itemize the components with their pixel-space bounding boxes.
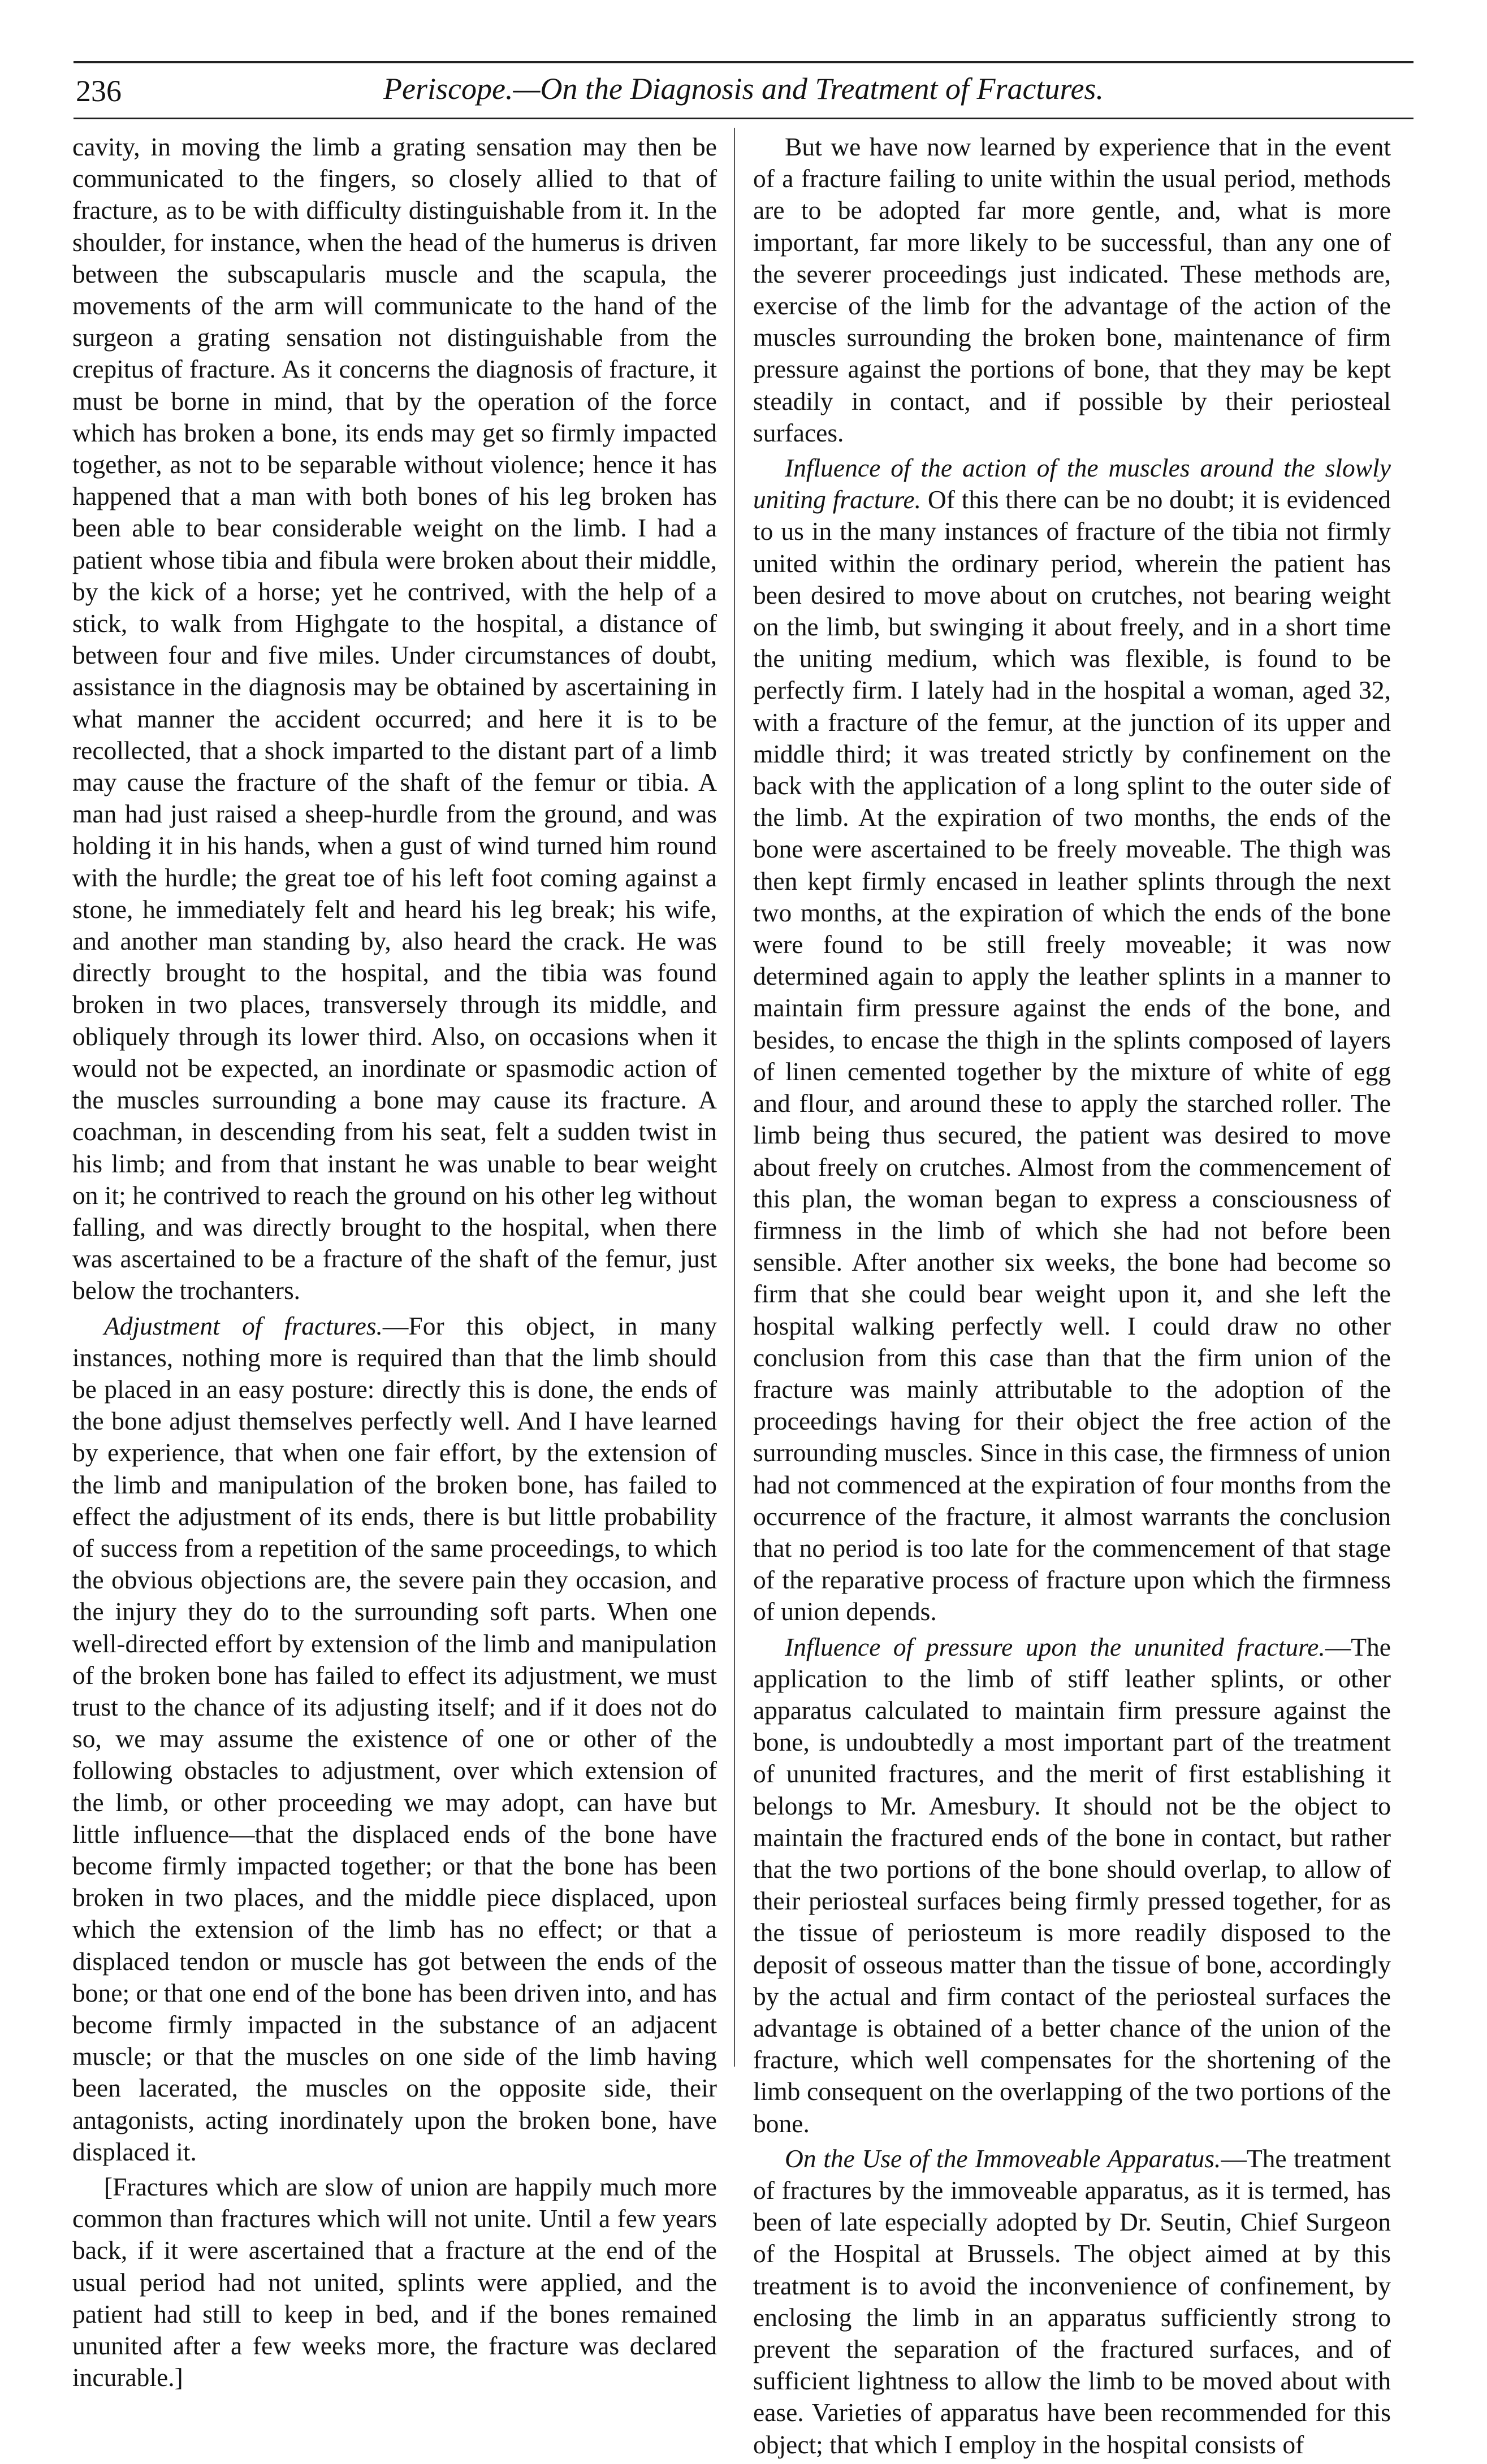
column-divider bbox=[734, 128, 735, 2067]
right-paragraph-3 bbox=[753, 1631, 1391, 2140]
left-paragraph-3-text: [Fractures which are slow of union are happily much more common than fractures which will not unite. Until a few years back, if it were ascertained that a fracture at the end of the usual period had not united, splints were applied, and the patient had still to keep in bed, and if the bones remained ununited after a few weeks more, the fracture was declared incurable.] bbox=[72, 2172, 717, 2392]
right-paragraph-1-text: But we have now learned by experience that in the event of a fracture failing to unite within the usual period, methods are to be adopted far more gentle, and, what is more important, far more likely to be successful, than any one of the severer proceedings just indicated. These methods are, exercise of the limb for the advantage of the action of the muscles surrounding the broken bone, maintenance of firm pressure against the portions of bone, that they may be kept steadily in contact, and if possible by their periosteal surfaces. bbox=[753, 132, 1391, 447]
right-paragraph-3-text: —The application to the limb of stiff leather splints, or other apparatus calculated to maintain firm pressure against the bone, is undoubtedly a most important part of the treatment of ununited fractures, and the merit of first establishing it belongs to Mr. Amesbury. It should not be the object to maintain the fractured ends of the bone in contact, but rather that the two portions of the bone should overlap, to allow of their periosteal surfaces being firmly pressed together, for as the tissue of periosteum is more readily disposed to the deposit of osseous matter than the tissue of bone, accordingly by the actual and firm contact of the periosteal surfaces the advantage is obtained of a better chance of the union of the fracture, which well compensates for the shortening of the limb consequent on the overlapping of the two portions of the bone. bbox=[753, 1632, 1391, 2138]
top-rule bbox=[74, 61, 1413, 63]
page-header bbox=[74, 69, 1413, 114]
right-paragraph-2 bbox=[753, 452, 1391, 1628]
subheading-influence-pressure: Influence of pressure upon the ununited fracture. bbox=[785, 1632, 1325, 1661]
left-paragraph-3 bbox=[72, 2171, 717, 2393]
right-paragraph-4-text: —The treatment of fractures by the immoveable apparatus, as it is termed, has been of late especially adopted by Dr. Seutin, Chief Surgeon of the Hospital at Brussels. The object aimed at by this treatment is to avoid the inconvenience of confinement, by enclosing the limb in an apparatus sufficiently strong to prevent the separation of the fractured surfaces, and of sufficient lightness to allow the limb to be moved about with ease. Varieties of apparatus have been recommended for this object; that which I employ in the hospital consists of bbox=[753, 2143, 1391, 2459]
page-number: 236 bbox=[76, 74, 122, 108]
right-column bbox=[753, 131, 1391, 2464]
right-paragraph-4 bbox=[753, 2143, 1391, 2461]
left-paragraph-1-text: cavity, in moving the limb a grating sensation may then be communicated to the fingers, so closely allied to that of fracture, as to be with difficulty distinguishable from it. In the shoulder, for instance, when the head of the humerus is driven between the subscapularis muscle and the scapula, the movements of the arm will communicate to the hand of the surgeon a grating sensation not distinguishable from the crepitus of fracture. As it concerns the diagnosis of fracture, it must be borne in mind, that by the operation of the force which has broken a bone, its ends may get so firmly impacted together, as not to be separable without violence; hence it has happened that a man with both bones of his leg broken has been able to bear considerable weight on the limb. I had a patient whose tibia and fibula were broken about their middle, by the kick of a horse; yet he contrived, with the help of a stick, to walk from Highgate to the hospital, a distance of between four and five miles. Under circumstances of doubt, assistance in the diagnosis may be obtained by ascertaining in what manner the accident occurred; and here it is to be recollected, that a shock imparted to the distant part of a limb may cause the fracture of the shaft of the femur or tibia. A man had just raised a sheep-hurdle from the ground, and was holding it in his hands, when a gust of wind turned him round with the hurdle; the great toe of his left foot coming against a stone, he immediately felt and heard his leg break; his wife, and another man standing by, also heard the crack. He was directly brought to the hospital, and the tibia was found broken in two places, transversely through its middle, and obliquely through its lower third. Also, on occasions when it would not be expected, an inordinate or spasmodic action of the muscles surrounding a bone may cause its fracture. A coachman, in descending from his seat, felt a sudden twist in his limb; and from that instant he was unable to bear weight on it; he contrived to reach the ground on his other leg without falling, and was directly brought to the hospital, when there was ascertained to be a fracture of the shaft of the femur, just below the trochanters. bbox=[72, 132, 717, 1305]
running-head: Periscope.—On the Diagnosis and Treatment of Fractures. bbox=[383, 72, 1104, 106]
subheading-adjustment: Adjustment of fractures. bbox=[104, 1311, 383, 1340]
right-paragraph-2-text: Of this there can be no doubt; it is evidenced to us in the many instances of fracture of the tibia not firmly united within the ordinary period, wherein the patient has been desired to move about on crutches, not bearing weight on the limb, but swinging it about freely, and in a short time the uniting medium, which was flexible, is found to be perfectly firm. I lately had in the hospital a woman, aged 32, with a fracture of the femur, at the junction of its upper and middle third; it was treated strictly by confinement on the back with the application of a long splint to the outer side of the limb. At the expiration of two months, the ends of the bone were ascertained to be freely moveable. The thigh was then kept firmly encased in leather splints through the next two months, at the expiration of which the ends of the bone were found to be still freely moveable; it was now determined again to apply the leather splints in a manner to maintain firm pressure against the ends of the bone, and besides, to encase the thigh in the splints composed of layers of linen cemented together by the mixture of white of egg and flour, and around these to apply the starched roller. The limb being thus secured, the patient was desired to move about freely on crutches. Almost from the commencement of this plan, the woman began to express a consciousness of firmness in the limb of which she had not before been sensible. After another six weeks, the bone had become so firm that she could bear weight upon it, and she left the hospital walking perfectly well. I could draw no other conclusion from this case than that the firm union of the fracture was mainly attributable to the adoption of the proceedings having for their object the free action of the surrounding muscles. Since in this case, the firmness of union had not commenced at the expiration of four months from the occurrence of the fracture, it almost warrants the conclusion that no period is too late for the commencement of that stage of the reparative process of fracture upon which the firmness of union depends. bbox=[753, 485, 1391, 1626]
left-paragraph-1 bbox=[72, 131, 717, 1307]
left-paragraph-2 bbox=[72, 1310, 717, 2168]
header-rule bbox=[74, 118, 1413, 119]
subheading-immoveable-apparatus: On the Use of the Immoveable Apparatus. bbox=[785, 2143, 1221, 2173]
left-column bbox=[72, 131, 717, 2397]
right-paragraph-1 bbox=[753, 131, 1391, 449]
left-paragraph-2-text: —For this object, in many instances, nothing more is required than that the limb should be placed in an easy posture: directly this is done, the ends of the bone adjust themselves perfectly well. And I have learned by experience, that when one fair effort, by the extension of the limb and manipulation of the broken bone, has failed to effect the adjustment of its ends, there is but little probability of success from a repetition of the same proceedings, to which the obvious objections are, the severe pain they occasion, and the injury they do to the surrounding soft parts. When one well-directed effort by extension of the limb and manipulation of the broken bone has failed to effect its adjustment, we must trust to the chance of its adjusting itself; and if it does not do so, we may assume the existence of one or other of the following obstacles to adjustment, over which extension of the limb, or other proceeding we may adopt, can have but little influence—that the displaced ends of the bone have become firmly impacted together; or that the bone has been broken in two places, and the middle piece displaced, upon which the extension of the limb has no effect; or that a displaced tendon or muscle has got between the ends of the bone; or that one end of the bone has been driven into, and has become firmly impacted in the substance of an adjacent muscle; or that the muscles on one side of the limb having been lacerated, the muscles on the opposite side, their antagonists, acting inordinately upon the broken bone, have displaced it. bbox=[72, 1311, 717, 2166]
subheading-influence-muscles: Influence of the action of the muscles around the slowly uniting fracture. bbox=[753, 453, 1391, 514]
